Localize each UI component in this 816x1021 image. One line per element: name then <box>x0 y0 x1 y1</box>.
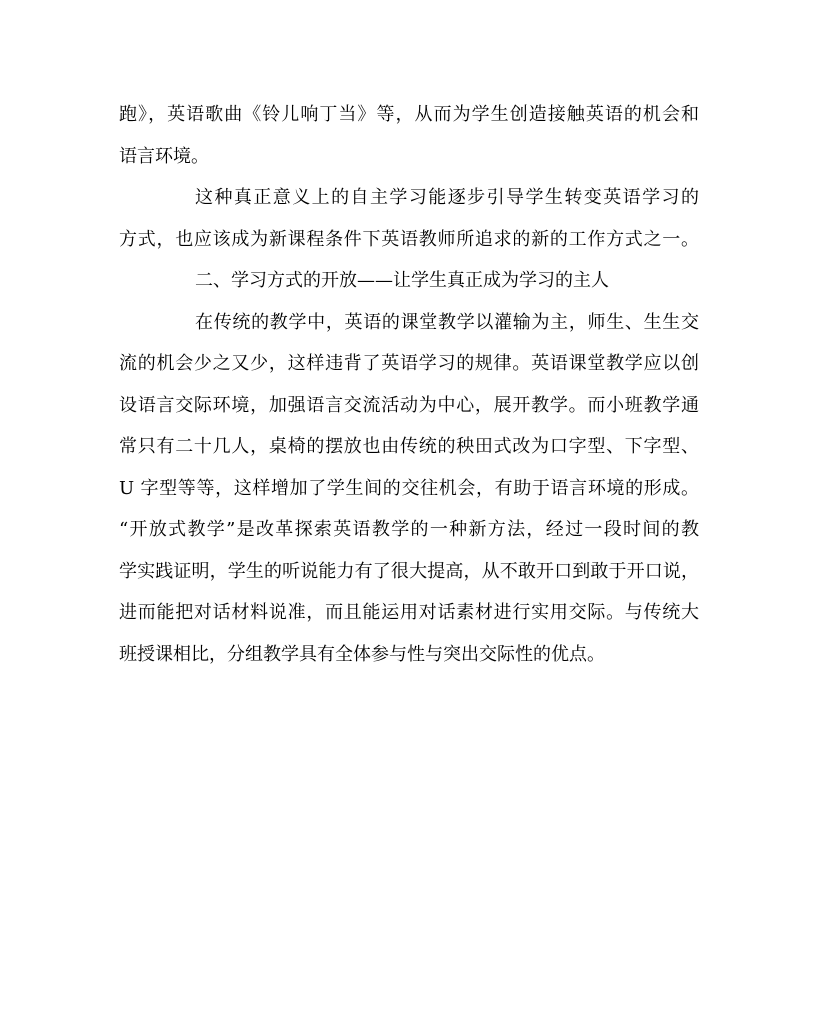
text-line: 跑》，英语歌曲《铃儿响丁当》等，从而为学生创造接触英语的机会和 <box>119 104 699 125</box>
section-heading: 二、学习方式的开放——让学生真正成为学习的主人 <box>195 270 609 291</box>
text-line: 流的机会少之又少，这样违背了英语学习的规律。英语课堂教学应以创 <box>119 353 699 374</box>
paragraph-first-line: 这种真正意义上的自主学习能逐步引导学生转变英语学习的 <box>195 187 699 208</box>
text-line: 语言环境。 <box>119 145 209 167</box>
text-line: 进而能把对话材料说准，而且能运用对话素材进行实用交际。与传统大 <box>119 602 699 623</box>
text-line: 学实践证明，学生的听说能力有了很大提高，从不敢开口到敢于开口说， <box>119 560 699 582</box>
document-body <box>119 100 699 681</box>
text-line: U 字型等等，这样增加了学生间的交往机会，有助于语言环境的形成。 <box>119 477 699 499</box>
text-line: “开放式教学”是改革探索英语教学的一种新方法，经过一段时间的教 <box>119 519 699 540</box>
text-line: 常只有二十几人，桌椅的摆放也由传统的秧田式改为口字型、下字型、 <box>119 436 699 457</box>
text-line: 班授课相比，分组教学具有全体参与性与突出交际性的优点。 <box>119 643 605 665</box>
text-line: 方式，也应该成为新课程条件下英语教师所追求的新的工作方式之一。 <box>119 228 699 250</box>
paragraph-first-line: 在传统的教学中，英语的课堂教学以灌输为主，师生、生生交 <box>195 311 699 333</box>
text-line: 设语言交际环境，加强语言交流活动为中心，展开教学。而小班教学通 <box>119 394 699 416</box>
